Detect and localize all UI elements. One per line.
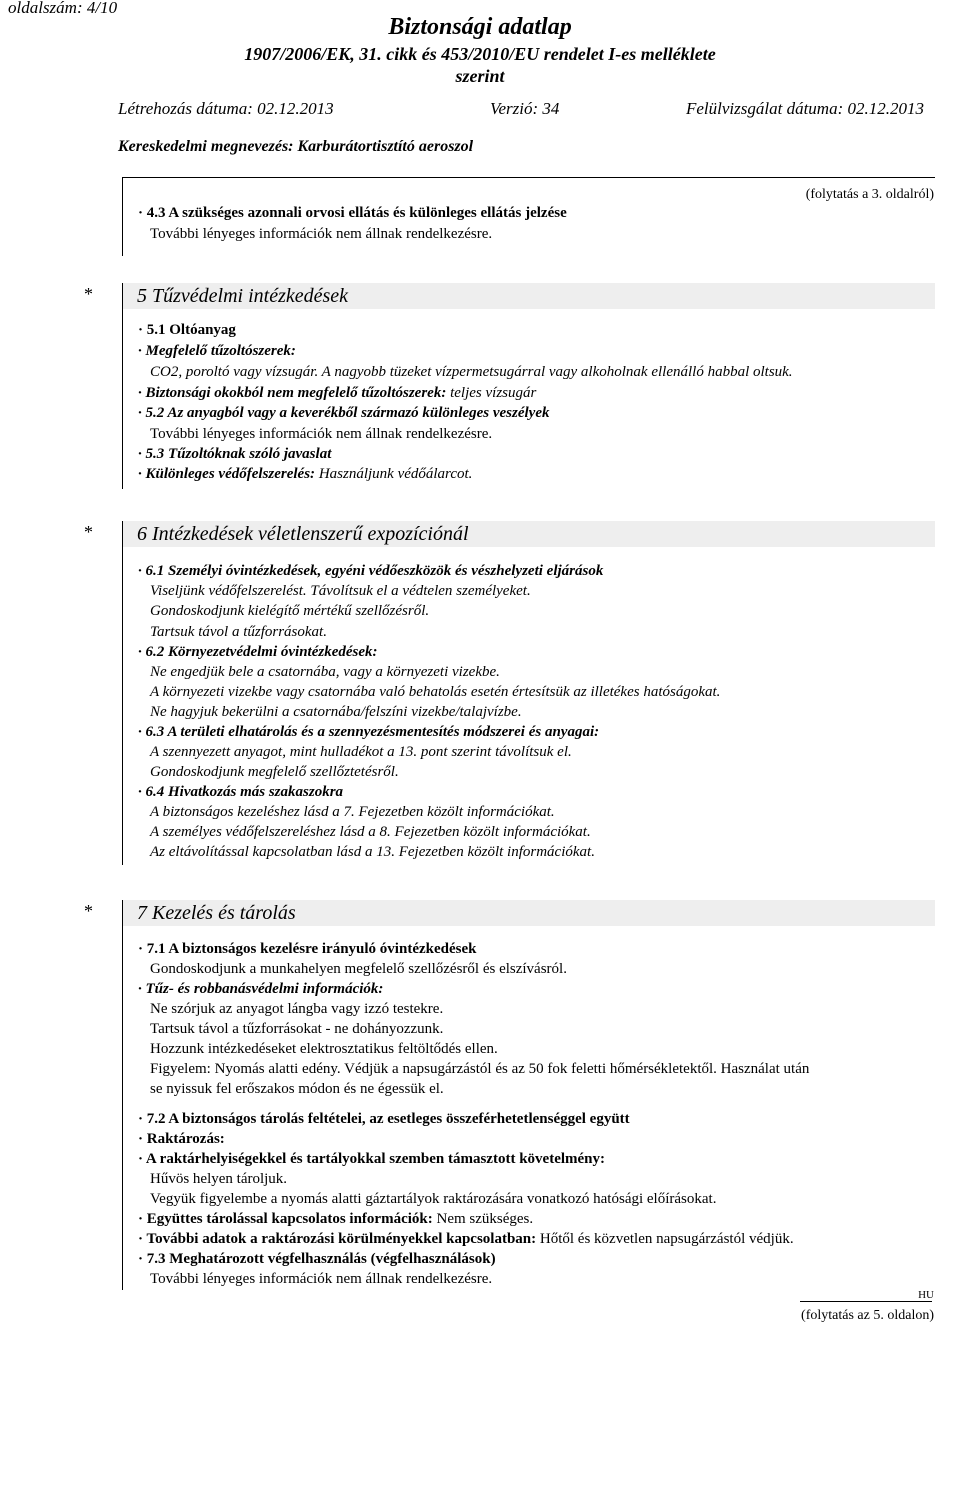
text-6-4-line-2: A személyes védőfelszereléshez lásd a 8. Fejezetben közölt információkat. <box>150 824 591 840</box>
text-6-4-line-1: A biztonságos kezeléshez lásd a 7. Fejezetben közölt információkat. <box>150 804 555 820</box>
creation-date: Létrehozás dátuma: 02.12.2013 <box>118 99 334 118</box>
text-7-1-fire-line-1: Ne szórjuk az anyagot lángba vagy izzó testekre. <box>150 1001 444 1017</box>
heading-7-1-fire: · Tűz- és robbanásvédelmi információk: <box>138 981 384 997</box>
section-7-change-mark: * <box>84 901 93 921</box>
text-7-1-fire-line-4: Figyelem: Nyomás alatti edény. Védjük a napsugárzástól és az 50 fok feletti hőmérsékletektől. Használat után <box>150 1061 810 1077</box>
text-5-2: További lényeges információk nem állnak rendelkezésre. <box>150 426 493 442</box>
section-5-bar <box>122 309 123 489</box>
heading-7-2-requirements: · A raktárhelyiségekkel és tartályokkal szemben támasztott követelmény: <box>138 1151 606 1167</box>
heading-7-2-joint-storage: · Együttes tárolással kapcsolatos információk: <box>138 1211 433 1227</box>
heading-5-2: · 5.2 Az anyagból vagy a keverékből származó különleges veszélyek <box>138 405 550 421</box>
text-6-4-line-3: Az eltávolítással kapcsolatban lásd a 13. Fejezetben közölt információkat. <box>150 844 595 860</box>
text-7-1-fire-line-5: se nyissuk fel erőszakos módon és ne égessük el. <box>150 1081 444 1097</box>
text-5-1-suitable: CO2, poroltó vagy vízsugár. A nagyobb tüzeket vízpermetsugárral vagy alkoholnak ellenálló habbal oltsuk. <box>150 364 793 380</box>
heading-7-1: · 7.1 A biztonságos kezelésre irányuló óvintézkedések <box>138 941 477 957</box>
continued-from: (folytatás a 3. oldalról) <box>805 187 934 202</box>
text-5-1-unsuitable: teljes vízsugár <box>446 385 537 401</box>
section-6-header <box>122 521 935 547</box>
section-6-change-mark: * <box>84 522 93 542</box>
page-number: oldalszám: 4/10 <box>8 0 118 17</box>
section-7-title: 7 Kezelés és tárolás <box>137 902 296 924</box>
heading-5-1: · 5.1 Oltóanyag <box>138 322 236 338</box>
review-date: Felülvizsgálat dátuma: 02.12.2013 <box>686 99 924 118</box>
text-6-2-line-1: Ne engedjük bele a csatornába, vagy a környezeti vizekbe. <box>150 664 500 680</box>
text-7-1-fire-line-3: Hozzunk intézkedéseket elektrosztatikus feltöltődés ellen. <box>150 1041 498 1057</box>
heading-5-1-unsuitable: · Biztonsági okokból nem megfelelő tűzoltószerek: <box>138 385 447 401</box>
text-7-2-joint-storage: Nem szükséges. <box>432 1211 534 1227</box>
heading-7-3: · 7.3 Meghatározott végfelhasználás (végfelhasználások) <box>138 1251 496 1267</box>
trade-name: Kereskedelmi megnevezés: Karburátortisztító aeroszol <box>118 138 474 155</box>
text-7-2-requirements-line-1: Hűvös helyen tároljuk. <box>150 1171 288 1187</box>
heading-7-2-further-info: · További adatok a raktározási körülményekkel kapcsolatban: <box>138 1231 537 1247</box>
text-5-3-equipment: Használjunk védőálarcot. <box>315 466 473 482</box>
text-6-1-line-2: Gondoskodjunk kielégítő mértékű szellőzésről. <box>150 603 430 619</box>
text-4-3: További lényeges információk nem állnak rendelkezésre. <box>150 226 493 242</box>
text-7-2-further-info: Hőtől és közvetlen napsugárzástól védjük. <box>536 1231 794 1247</box>
document-subtitle-cont: szerint <box>455 66 505 86</box>
heading-7-2-storage: · Raktározás: <box>138 1131 225 1147</box>
section-5-header <box>122 283 935 309</box>
heading-6-4: · 6.4 Hivatkozás más szakaszokra <box>138 784 344 800</box>
heading-6-3: · 6.3 A területi elhatárolás és a szennyezésmentesítés módszerei és anyagai: <box>138 724 600 740</box>
heading-7-2: · 7.2 A biztonságos tárolás feltételei, az esetleges összeférhetetlenséggel együtt <box>138 1111 630 1127</box>
heading-4-3: · 4.3 A szükséges azonnali orvosi ellátás és különleges ellátás jelzése <box>138 205 567 221</box>
heading-6-2: · 6.2 Környezetvédelmi óvintézkedések: <box>138 644 378 660</box>
text-6-3-line-2: Gondoskodjunk megfelelő szellőztetésről. <box>150 764 399 780</box>
section-7-header <box>122 900 935 926</box>
language-mark: HU <box>918 1289 934 1301</box>
text-7-1: Gondoskodjunk a munkahelyen megfelelő szellőzésről és elszívásról. <box>150 961 567 977</box>
section-7-bar <box>122 926 123 1290</box>
version: Verzió: 34 <box>490 99 560 118</box>
section-5-change-mark: * <box>84 284 93 304</box>
section-6-title: 6 Intézkedések véletlenszerű expozíciónál <box>137 523 469 545</box>
text-6-1-line-3: Tartsuk távol a tűzforrásokat. <box>150 624 327 640</box>
section-6-bar <box>122 547 123 865</box>
text-6-1-line-1: Viseljünk védőfelszerelést. Távolítsuk el a védtelen személyeket. <box>150 583 531 599</box>
text-6-2-line-3: Ne hagyjuk bekerülni a csatornába/felszíni vizekbe/talajvízbe. <box>150 704 522 720</box>
text-7-3: További lényeges információk nem állnak rendelkezésre. <box>150 1271 493 1287</box>
section-5-title: 5 Tűzvédelmi intézkedések <box>137 285 349 307</box>
document-title: Biztonsági adatlap <box>388 14 572 40</box>
text-6-2-line-2: A környezeti vizekbe vagy csatornába való behatolás esetén értesítsük az illetékes hatóságokat. <box>150 684 721 700</box>
footer-rule <box>800 1301 932 1302</box>
text-7-2-requirements-line-2: Vegyük figyelembe a nyomás alatti gáztartályok raktározására vonatkozó hatósági előírásokat. <box>150 1191 717 1207</box>
heading-5-1-suitable: · Megfelelő tűzoltószerek: <box>138 343 296 359</box>
continued-on: (folytatás az 5. oldalon) <box>801 1308 934 1323</box>
text-6-3-line-1: A szennyezett anyagot, mint hulladékot a 13. pont szerint távolítsuk el. <box>150 744 572 760</box>
text-7-1-fire-line-2: Tartsuk távol a tűzforrásokat - ne dohányozzunk. <box>150 1021 444 1037</box>
document-subtitle: 1907/2006/EK, 31. cikk és 453/2010/EU rendelet I-es melléklete <box>244 44 716 64</box>
heading-5-3: · 5.3 Tűzoltóknak szóló javaslat <box>138 446 332 462</box>
heading-5-3-equipment: · Különleges védőfelszerelés: <box>138 466 316 482</box>
heading-6-1: · 6.1 Személyi óvintézkedések, egyéni védőeszközök és vészhelyzeti eljárások <box>138 563 604 579</box>
